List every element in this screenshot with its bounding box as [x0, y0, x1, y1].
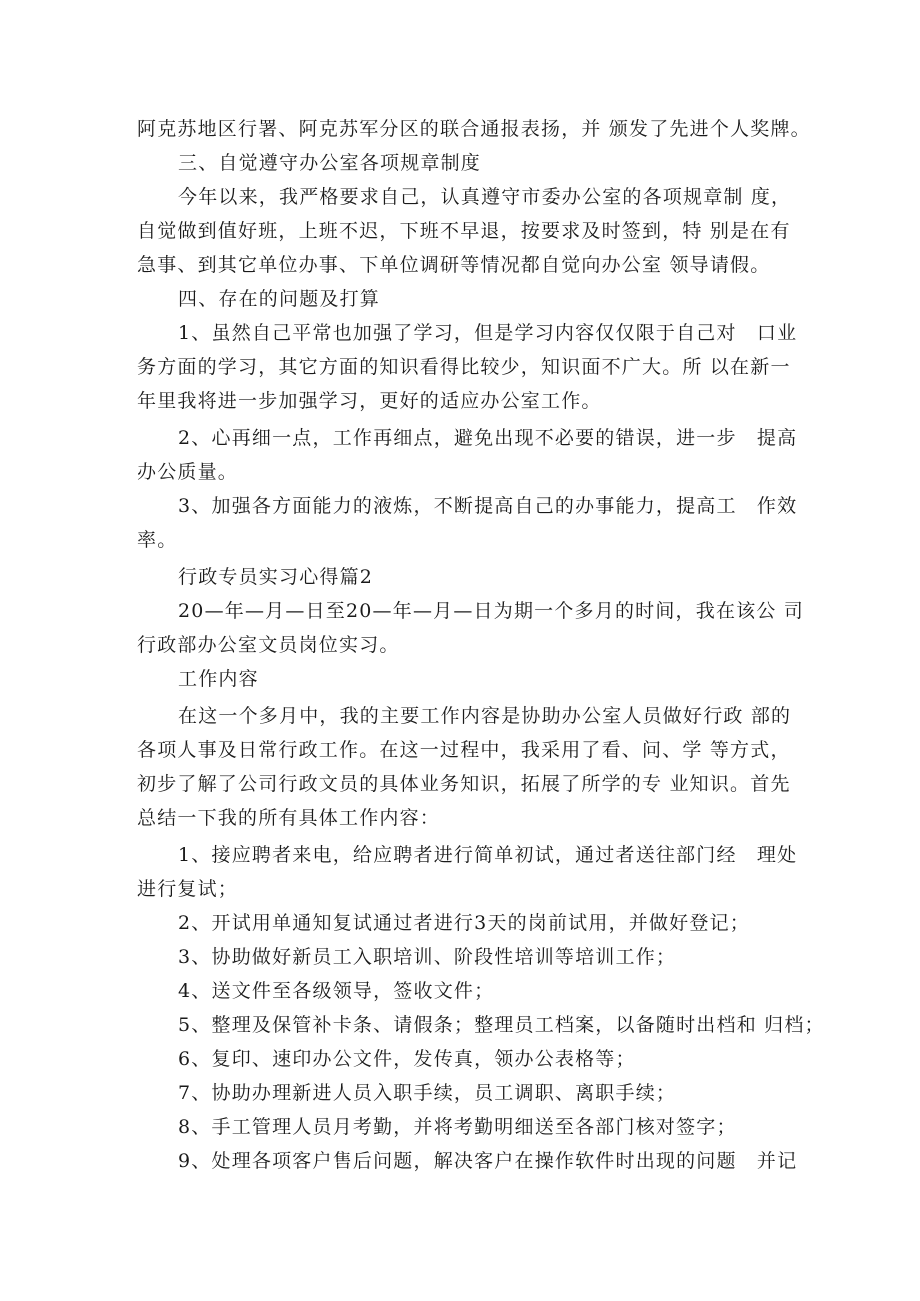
list-item: 6、复印、速印办公文件，发传真，领办公表格等；: [178, 1048, 636, 1070]
paragraph-line: 办公质量。: [137, 461, 239, 483]
paragraph-line: 进行复试；: [137, 878, 239, 900]
paragraph-line: 年里我将进一步加强学习，更好的适应办公室工作。: [137, 390, 602, 412]
list-item: 2、心再细一点，工作再细点，避免出现不必要的错误，进一步 提高: [178, 427, 798, 449]
list-item: 3、加强各方面能力的液炼，不断提高自己的办事能力，提高工 作效: [178, 495, 798, 517]
list-item: 4、送文件至各级领导，签收文件；: [178, 980, 495, 1002]
paragraph-line: 各项人事及日常行政工作。在这一过程中，我采用了看、问、学 等方式，: [137, 739, 791, 761]
section-heading: 工作内容: [178, 668, 259, 690]
paragraph-line: 初步了解了公司行政文员的具体业务知识，拓展了所学的专 业知识。首先: [137, 773, 791, 795]
paragraph-line: 行政部办公室文员岗位实习。: [137, 634, 400, 656]
list-item: 1、接应聘者来电，给应聘者进行简单初试，通过者送往部门经 理处: [178, 844, 798, 866]
paragraph-line: 在这一个多月中，我的主要工作内容是协助办公室人员做好行政 部的: [178, 705, 792, 727]
paragraph-line: 率。: [137, 529, 178, 551]
paragraph-line: 阿克苏地区行署、阿克苏军分区的联合通报表扬，并 颁发了先进个人奖牌。: [137, 118, 811, 140]
paragraph-line: 务方面的学习，其它方面的知识看得比较少，知识面不广大。所 以在新一: [137, 356, 791, 378]
list-item: 3、协助做好新员工入职培训、阶段性培训等培训工作；: [178, 946, 677, 968]
paragraph-line: 急事、到其它单位办事、下单位调研等情况都自觉向办公室 领导请假。: [137, 254, 771, 276]
paragraph-line: 自觉做到值好班，上班不迟，下班不早退，按要求及时签到，特 别是在有: [137, 220, 791, 242]
section-heading: 四、存在的问题及打算: [178, 288, 381, 310]
paragraph-line: 今年以来，我严格要求自己，认真遵守市委办公室的各项规章制 度，: [178, 186, 792, 208]
list-item: 5、整理及保管补卡条、请假条；整理员工档案，以备随时出档和 归档；: [178, 1014, 825, 1036]
paragraph-line: 总结一下我的所有具体工作内容：: [137, 807, 441, 829]
list-item: 1、虽然自己平常也加强了学习，但是学习内容仅仅限于自己对 口业: [178, 322, 798, 344]
section-heading: 行政专员实习心得篇2: [178, 566, 374, 588]
list-item: 2、开试用单通知复试通过者进行3天的岗前试用，并做好登记；: [178, 912, 750, 934]
list-item: 8、手工管理人员月考勤，并将考勤明细送至各部门核对签字；: [178, 1116, 737, 1138]
list-item: 7、协助办理新进人员入职手续，员工调职、离职手续；: [178, 1082, 677, 1104]
list-item: 9、处理各项客户售后问题，解决客户在操作软件时出现的问题 并记: [178, 1150, 798, 1172]
paragraph-line: 20—年—月—日至20—年—月—日为期一个多月的时间，我在该公 司: [178, 600, 804, 622]
section-heading: 三、自觉遵守办公室各项规章制度: [178, 152, 482, 174]
